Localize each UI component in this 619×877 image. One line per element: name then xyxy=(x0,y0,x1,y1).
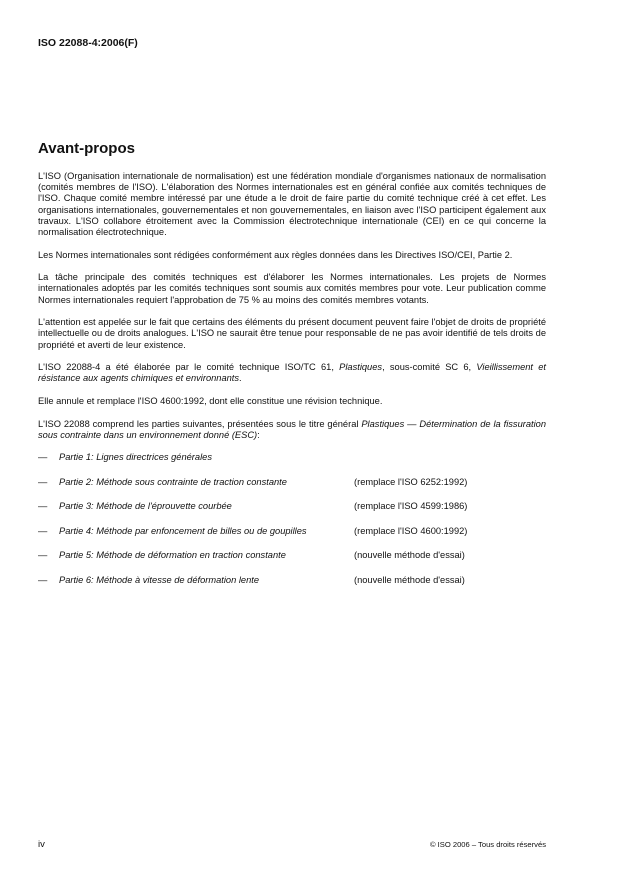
part-note: (nouvelle méthode d'essai) xyxy=(354,574,465,585)
parts-intro-end: : xyxy=(257,429,260,440)
committee-name: Plastiques xyxy=(339,362,383,373)
list-dash: — xyxy=(38,525,48,536)
list-dash: — xyxy=(38,574,48,585)
list-dash: — xyxy=(38,550,48,561)
prepared-by-text: L'ISO 22088-4 a été élaborée par le comité technique ISO/TC 61, xyxy=(38,362,340,373)
list-item xyxy=(38,501,546,526)
list-item xyxy=(38,526,546,551)
page-number: iv xyxy=(38,839,45,850)
list-item xyxy=(38,477,546,502)
paragraph-directives: Les Normes internationales sont rédigées conformément aux règles données dans les Directives ISO/CEI, Partie 2. xyxy=(38,249,513,260)
paragraph-revision: Elle annule et remplace l'ISO 4600:1992, dont elle constitue une révision technique. xyxy=(38,396,383,406)
copyright-notice: © ISO 2006 – Tous droits réservés xyxy=(429,840,546,849)
paragraph-technical-committees: La tâche principale des comités techniques est d'élaborer les Normes internationales. Les projets de Normes internationales adoptés par les comités techniques sont soumis aux comités membres pour vote. Leur publication comme Normes internationales requiert l'approbation de 75 % au moins des comités membres votants. xyxy=(38,272,546,305)
part-title: Partie 2: Méthode sous contrainte de traction constante xyxy=(59,476,287,487)
parts-list xyxy=(38,452,546,599)
part-note: (remplace l'ISO 4600:1992) xyxy=(354,525,468,536)
page-title: Avant-propos xyxy=(38,140,135,157)
prepared-by-text-mid: , sous-comité SC 6, xyxy=(382,362,477,373)
part-title: Partie 5: Méthode de déformation en traction constante xyxy=(59,550,286,561)
part-title: Partie 4: Méthode par enfoncement de billes ou de goupilles xyxy=(59,525,307,536)
part-note: (nouvelle méthode d'essai) xyxy=(354,550,465,561)
part-title: Partie 6: Méthode à vitesse de déformation lente xyxy=(59,574,260,585)
document-code: ISO 22088-4:2006(F) xyxy=(38,37,138,49)
foreword-body xyxy=(38,171,546,599)
part-note: (remplace l'ISO 4599:1986) xyxy=(354,501,468,512)
list-item xyxy=(38,575,546,600)
part-title: Partie 1: Lignes directrices générales xyxy=(59,452,212,463)
part-note: (remplace l'ISO 6252:1992) xyxy=(354,476,468,487)
list-dash: — xyxy=(38,476,48,487)
list-dash: — xyxy=(38,452,48,463)
paragraph-patent-rights: L'attention est appelée sur le fait que certains des éléments du présent document peuvent faire l'objet de droits de propriété intellectuelle ou de droits analogues. L'ISO ne saurait être tenue pour responsable de ne pas avoir identifié de tels droits de propriété et averti de leur existence. xyxy=(38,317,546,350)
parts-intro-text: L'ISO 22088 comprend les parties suivantes, présentées sous le titre général xyxy=(38,418,362,429)
subcommittee-name: Vieillissement et résistance aux agents chimiques et environnants xyxy=(38,362,546,384)
list-dash: — xyxy=(38,501,48,512)
general-title: Plastiques — Détermination de la fissuration sous contrainte dans un environnement donné (ESC) xyxy=(38,418,546,440)
paragraph-prepared-by xyxy=(38,362,546,384)
part-title: Partie 3: Méthode de l'éprouvette courbée xyxy=(59,501,232,512)
paragraph-parts-intro xyxy=(38,419,546,441)
paragraph-iso-intro: L'ISO (Organisation internationale de normalisation) est une fédération mondiale d'organismes nationaux de normalisation (comités membres de l'ISO). L'élaboration des Normes internationales est en général confiée aux comités techniques de l'ISO. Chaque comité membre intéressé par une étude a le droit de faire partie du comité technique créé à cet effet. Les organisations internationales, gouvernementales et non gouvernementales, en liaison avec l'ISO participent également aux travaux. L'ISO collabore étroitement avec la Commission électrotechnique internationale (CEI) en ce qui concerne la normalisation électrotechnique. xyxy=(38,171,546,238)
prepared-by-text-end: . xyxy=(239,373,242,384)
list-item xyxy=(38,550,546,575)
list-item xyxy=(38,452,546,477)
